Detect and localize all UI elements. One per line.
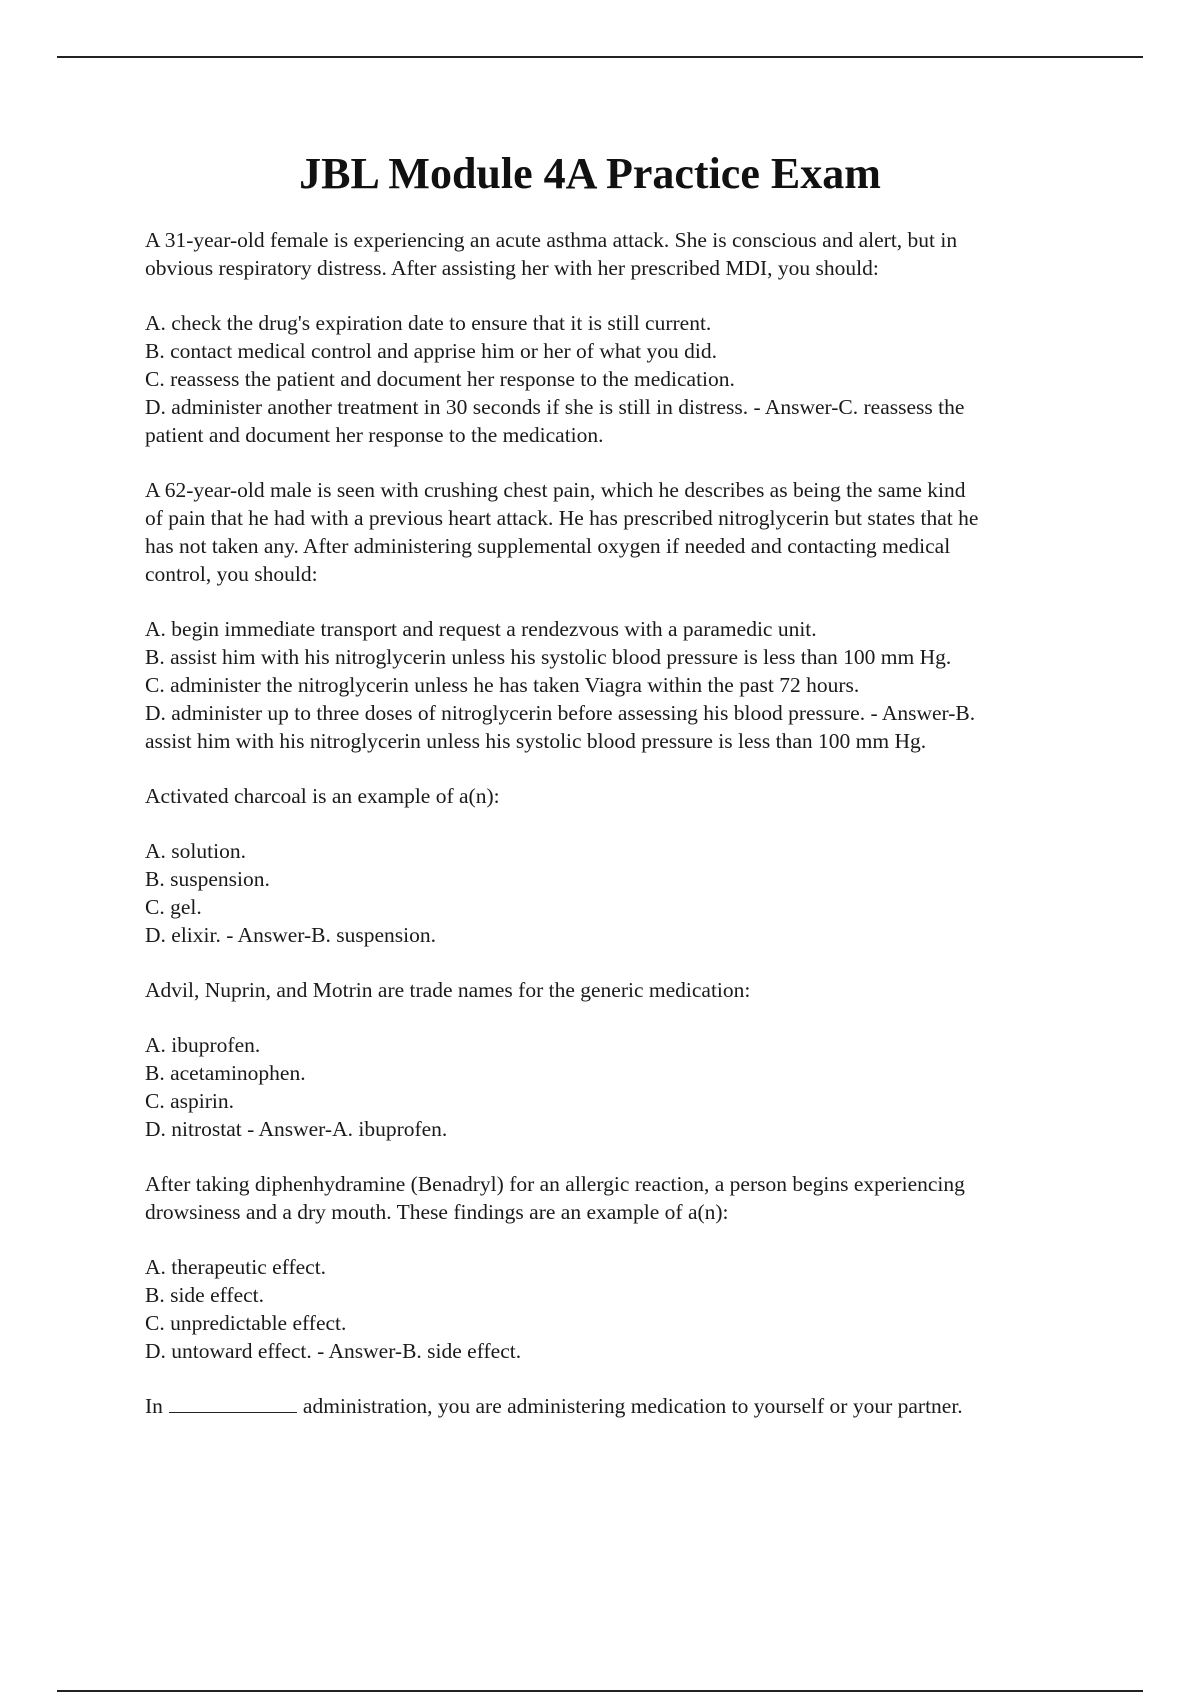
option-line: C. gel. [145,895,202,919]
text-line: drowsiness and a dry mouth. These findings are an example of a(n): [145,1200,729,1224]
text-line: of pain that he had with a previous heart attack. He has prescribed nitroglycerin but states that he [145,506,979,530]
text-after-blank: administration, you are administering medication to yourself or your partner. [302,1394,963,1418]
text-line: has not taken any. After administering supplemental oxygen if needed and contacting medical [145,534,951,558]
question-stem [145,976,1105,1004]
question-stem [145,226,1105,282]
option-line: C. administer the nitroglycerin unless he has taken Viagra within the past 72 hours. [145,673,860,697]
option-line: B. suspension. [145,867,270,891]
option-line: A. therapeutic effect. [145,1255,327,1279]
option-line: A. begin immediate transport and request a rendezvous with a paramedic unit. [145,617,817,641]
answer-options [145,309,1105,449]
option-line: patient and document her response to the medication. [145,423,604,447]
text-line: A 62-year-old male is seen with crushing chest pain, which he describes as being the same kind [145,478,966,502]
option-line: D. untoward effect. - Answer-B. side effect. [145,1339,522,1363]
option-line: A. check the drug's expiration date to ensure that it is still current. [145,311,712,335]
document-body [145,226,1105,1447]
option-line: B. assist him with his nitroglycerin unless his systolic blood pressure is less than 100 mm Hg. [145,645,952,669]
option-line: B. side effect. [145,1283,265,1307]
answer-options [145,1253,1105,1365]
option-line: D. administer another treatment in 30 seconds if she is still in distress. - Answer-C. reassess the [145,395,965,419]
option-line: assist him with his nitroglycerin unless his systolic blood pressure is less than 100 mm Hg. [145,729,927,753]
bottom-rule [57,1690,1143,1692]
fill-in-blank [169,1394,297,1413]
answer-options [145,1031,1105,1143]
top-rule [57,56,1143,58]
text-line [145,1392,1105,1420]
text-line: obvious respiratory distress. After assisting her with her prescribed MDI, you should: [145,256,879,280]
option-line: B. contact medical control and apprise him or her of what you did. [145,339,717,363]
question-stem [145,782,1105,810]
question-stem [145,476,1105,588]
text-before-blank: In [145,1394,163,1418]
document-title: JBL Module 4A Practice Exam [299,149,881,198]
option-line: B. acetaminophen. [145,1061,306,1085]
option-line: D. elixir. - Answer-B. suspension. [145,923,436,947]
text-line: After taking diphenhydramine (Benadryl) for an allergic reaction, a person begins experiencing [145,1172,965,1196]
option-line: A. solution. [145,839,246,863]
option-line: C. aspirin. [145,1089,234,1113]
option-line: D. nitrostat - Answer-A. ibuprofen. [145,1117,448,1141]
option-line: D. administer up to three doses of nitroglycerin before assessing his blood pressure. - Answer-B. [145,701,976,725]
text-line: A 31-year-old female is experiencing an acute asthma attack. She is conscious and alert, but in [145,228,958,252]
question-stem [145,1170,1105,1226]
question-stem [145,1392,1105,1420]
text-line: Activated charcoal is an example of a(n): [145,784,500,808]
answer-options [145,615,1105,755]
text-line: control, you should: [145,562,318,586]
text-line: Advil, Nuprin, and Motrin are trade names for the generic medication: [145,978,751,1002]
option-line: A. ibuprofen. [145,1033,261,1057]
option-line: C. unpredictable effect. [145,1311,347,1335]
option-line: C. reassess the patient and document her response to the medication. [145,367,735,391]
answer-options [145,837,1105,949]
